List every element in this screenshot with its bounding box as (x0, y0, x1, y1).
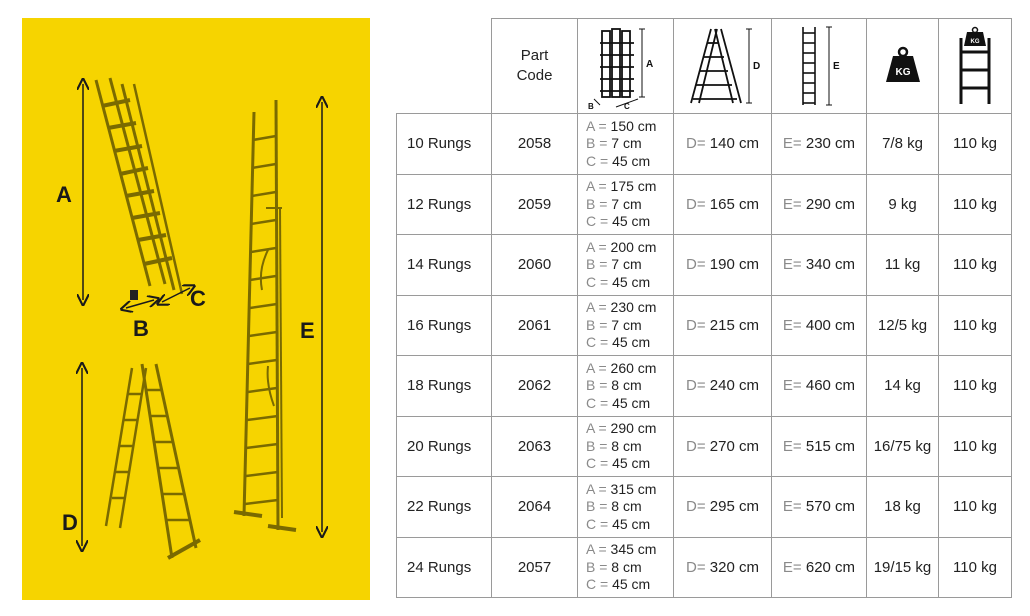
label-a: A = (586, 420, 611, 436)
dimension-label-b: B (133, 316, 149, 341)
label-c: C = (586, 152, 613, 169)
label-b: B = (586, 377, 612, 393)
value-e: 340 cm (805, 256, 856, 274)
load-capacity: 110 kg (939, 295, 1012, 356)
load-capacity: 110 kg (939, 174, 1012, 235)
extended-ladder-height-icon (779, 23, 859, 109)
value-e: 515 cm (805, 437, 856, 455)
load-capacity: 110 kg (939, 477, 1012, 538)
icon-text-kg-small: KG (970, 39, 980, 45)
label-d: D= (686, 135, 710, 153)
label-e: E= (782, 377, 806, 395)
label-a: A = (586, 359, 611, 376)
table-row (397, 477, 1012, 538)
label-e: E= (782, 195, 806, 213)
value-b: 7 cm (611, 256, 642, 272)
icon-text-b: B (587, 102, 594, 109)
value-a: 315 cm (610, 480, 657, 497)
a-frame-ladder-drawing (106, 364, 200, 558)
value-d: 240 cm (709, 377, 759, 395)
weight: 14 kg (867, 356, 939, 417)
table-row (397, 356, 1012, 417)
rung-count: 10 Rungs (397, 114, 492, 175)
rung-count: 16 Rungs (397, 295, 492, 356)
d-height (674, 416, 772, 477)
icon-text-e: E (833, 61, 840, 72)
label-d: D= (686, 377, 710, 395)
value-a: 230 cm (610, 299, 657, 315)
table-row (397, 114, 1012, 175)
value-c: 45 cm (612, 152, 651, 169)
label-c: C = (586, 273, 613, 290)
load-capacity: 110 kg (939, 416, 1012, 477)
rung-count: 12 Rungs (397, 174, 492, 235)
label-e: E= (782, 135, 806, 153)
value-d: 295 cm (709, 498, 759, 516)
d-height (674, 356, 772, 417)
header-abc-dimensions (578, 19, 674, 114)
label-d: D= (686, 437, 710, 455)
part-code: 2061 (492, 295, 578, 356)
table-row (397, 174, 1012, 235)
value-d: 165 cm (709, 195, 759, 213)
value-d: 215 cm (709, 316, 759, 334)
value-a: 150 cm (610, 117, 657, 134)
load-capacity: 110 kg (939, 114, 1012, 175)
value-d: 270 cm (709, 437, 759, 455)
kg-weight-icon (883, 46, 923, 86)
d-height (674, 537, 772, 598)
header-d-height (674, 19, 772, 114)
e-height (772, 295, 867, 356)
part-code: 2060 (492, 235, 578, 296)
d-height (674, 477, 772, 538)
abc-dimensions (578, 174, 674, 235)
icon-text-c: C (623, 102, 630, 109)
icon-text-a: A (645, 59, 653, 70)
extended-ladder-drawing (234, 100, 296, 530)
table-row (397, 416, 1012, 477)
value-b: 7 cm (611, 316, 642, 333)
value-b: 8 cm (611, 377, 642, 393)
label-b: B = (586, 316, 612, 333)
rung-count: 14 Rungs (397, 235, 492, 296)
label-b: B = (586, 195, 612, 212)
value-b: 7 cm (611, 135, 642, 151)
value-e: 460 cm (805, 377, 856, 395)
label-e: E= (782, 498, 806, 516)
value-b: 8 cm (611, 437, 642, 454)
header-part-code (492, 19, 578, 114)
weight: 16/75 kg (867, 416, 939, 477)
weight: 9 kg (867, 174, 939, 235)
value-a: 260 cm (610, 359, 657, 376)
folded-ladder-dimensions-icon (586, 23, 666, 109)
abc-dimensions (578, 537, 674, 598)
d-height (674, 235, 772, 296)
label-a: A = (586, 117, 611, 134)
label-a: A = (586, 238, 611, 255)
ladder-illustration-panel (22, 18, 370, 600)
label-a: A = (586, 480, 611, 497)
label-d: D= (686, 195, 710, 213)
value-c: 45 cm (612, 273, 651, 290)
value-e: 230 cm (805, 135, 856, 153)
part-code: 2063 (492, 416, 578, 477)
d-height (674, 174, 772, 235)
rung-count: 20 Rungs (397, 416, 492, 477)
value-a: 200 cm (610, 238, 657, 255)
dimension-label-c: C (190, 286, 206, 311)
table-header-row (397, 19, 1012, 114)
d-height (674, 295, 772, 356)
header-load-capacity (939, 19, 1012, 114)
load-capacity: 110 kg (939, 356, 1012, 417)
weight: 18 kg (867, 477, 939, 538)
label-e: E= (782, 558, 806, 576)
label-d: D= (686, 256, 710, 274)
abc-dimensions (578, 235, 674, 296)
abc-dimensions (578, 114, 674, 175)
label-c: C = (586, 394, 613, 411)
label-c: C = (586, 576, 613, 592)
weight: 12/5 kg (867, 295, 939, 356)
label-a: A = (586, 178, 611, 194)
weight: 7/8 kg (867, 114, 939, 175)
dimension-label-d: D (62, 510, 78, 535)
part-code: 2062 (492, 356, 578, 417)
value-d: 320 cm (709, 558, 759, 576)
a-frame-ladder-height-icon (681, 23, 765, 109)
d-height (674, 114, 772, 175)
abc-dimensions (578, 295, 674, 356)
value-c: 45 cm (612, 334, 651, 350)
rung-count: 22 Rungs (397, 477, 492, 538)
label-d: D= (686, 558, 710, 576)
value-e: 620 cm (805, 558, 856, 576)
label-b: B = (586, 437, 612, 454)
value-c: 45 cm (612, 213, 651, 229)
e-height (772, 235, 867, 296)
value-a: 290 cm (610, 420, 657, 436)
value-c: 45 cm (612, 515, 651, 532)
e-height (772, 174, 867, 235)
table-row (397, 537, 1012, 598)
value-d: 140 cm (709, 135, 759, 153)
value-b: 7 cm (611, 195, 642, 212)
label-b: B = (586, 498, 612, 514)
value-e: 400 cm (805, 316, 856, 334)
value-b: 8 cm (611, 558, 642, 575)
value-a: 345 cm (610, 541, 657, 557)
value-e: 570 cm (805, 498, 856, 516)
value-d: 190 cm (709, 256, 759, 274)
rung-count: 24 Rungs (397, 537, 492, 598)
load-capacity: 110 kg (939, 537, 1012, 598)
dimension-label-e: E (300, 318, 315, 343)
value-e: 290 cm (805, 195, 856, 213)
header-empty-cell (397, 19, 492, 114)
weight: 19/15 kg (867, 537, 939, 598)
ladder-load-capacity-icon (953, 26, 997, 106)
icon-text-d: D (752, 61, 760, 72)
label-e: E= (782, 316, 806, 334)
part-code: 2058 (492, 114, 578, 175)
header-code-label: Code (516, 67, 553, 84)
value-b: 8 cm (611, 498, 642, 514)
label-c: C = (586, 515, 613, 532)
part-code: 2059 (492, 174, 578, 235)
dimension-label-a: A (56, 182, 72, 207)
e-height (772, 477, 867, 538)
value-c: 45 cm (612, 394, 651, 411)
header-weight (867, 19, 939, 114)
value-c: 45 cm (612, 455, 651, 471)
e-height (772, 114, 867, 175)
header-e-height (772, 19, 867, 114)
part-code: 2064 (492, 477, 578, 538)
e-height (772, 356, 867, 417)
folded-ladder-drawing (96, 78, 182, 300)
e-height (772, 537, 867, 598)
abc-dimensions (578, 477, 674, 538)
part-code: 2057 (492, 537, 578, 598)
icon-text-kg: KG (895, 67, 910, 78)
load-capacity: 110 kg (939, 235, 1012, 296)
table-row (397, 295, 1012, 356)
weight: 11 kg (867, 235, 939, 296)
label-d: D= (686, 316, 710, 334)
value-a: 175 cm (610, 178, 657, 194)
label-c: C = (586, 334, 613, 350)
label-a: A = (586, 299, 611, 315)
abc-dimensions (578, 356, 674, 417)
table-row (397, 235, 1012, 296)
label-a: A = (586, 541, 611, 557)
abc-dimensions (578, 416, 674, 477)
ladder-spec-table (396, 18, 1012, 598)
label-c: C = (586, 455, 613, 471)
value-c: 45 cm (612, 576, 651, 592)
e-height (772, 416, 867, 477)
label-b: B = (586, 558, 612, 575)
rung-count: 18 Rungs (397, 356, 492, 417)
label-b: B = (586, 256, 612, 272)
header-part-label: Part (520, 47, 549, 64)
label-e: E= (782, 256, 806, 274)
label-b: B = (586, 135, 612, 151)
label-c: C = (586, 213, 613, 229)
label-d: D= (686, 498, 710, 516)
label-e: E= (782, 437, 806, 455)
